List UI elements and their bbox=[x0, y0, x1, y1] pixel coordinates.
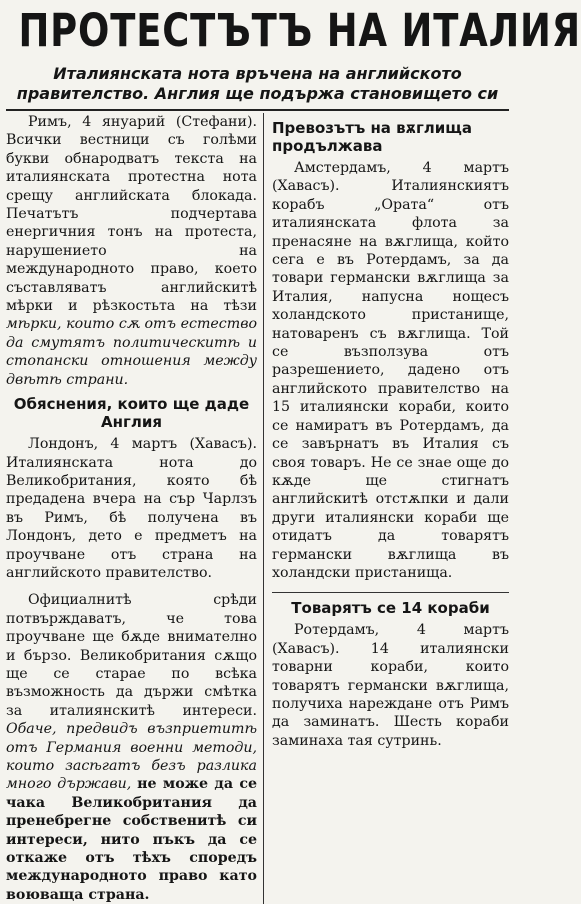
subheadline: Италиянската нота връчена на английското правителство. Англия ще подържа становището си bbox=[16, 64, 499, 103]
article-paragraph: Амстердамъ, 4 мартъ (Хавасъ). Италиянскиятъ корабъ „Ората“ отъ италиянската флота за пренасяне на вѫглища, който сега е въ Ротердамъ, за да товари германски вѫглища за Италия, напусна нощесъ холандското пристанище, натоваренъ съ вѫглища. Той се възползува отъ разрешението, дадено отъ английското правителство на 15 италиянски кораби, които се намиратъ въ Ротердамъ, да се завърнатъ въ Италия съ своя товаръ. Не се знае още до кѫде ще стигнатъ английскитѣ отстѫпки и дали други италиянски кораби ще отидатъ да товарятъ германски вѫглища въ холандски пристанища. bbox=[272, 160, 509, 581]
paragraph-text: Официалнитѣ срѣди потвърждаватъ, че това проучване ще бѫде внимателно и бързо. Великобритания сѫщо ще се старае по всѣка възможность да държи смѣтка за италиянскитѣ интереси. bbox=[6, 592, 257, 719]
paragraph-text: Римъ, 4 януарий (Стефани). Всички вестници съ голѣми букви обнародватъ текста на италиянската протестна нота срещу английската блокада. Печатътъ подчертава енергичния тонъ на протеста, нарушението на международното право, което съставляватъ английскитѣ мѣрки и рѣзкостьта на тѣзи bbox=[6, 114, 257, 315]
divider bbox=[6, 109, 509, 111]
headline: ПРОТЕСТЪТЪ НА ИТАЛИЯ bbox=[18, 4, 581, 57]
paragraph-bold-text: не може да се чака Великобритания да пренебрегне собственитѣ си интереси, нито пъкъ да се откаже отъ тѣхъ споредъ международното право като воюваща страна. bbox=[6, 776, 257, 903]
article-paragraph bbox=[6, 113, 257, 389]
article-paragraph bbox=[6, 591, 257, 904]
right-column bbox=[264, 113, 509, 904]
article-paragraph: Лондонъ, 4 мартъ (Хавасъ). Италиянската нота до Великобритания, която бѣ предадена вчера на сър Чарлзъ въ Римъ, бѣ получена въ Лондонъ, дето е предметъ на проучване отъ страна на английското правителство. bbox=[6, 436, 257, 581]
article-columns bbox=[6, 113, 509, 904]
left-column bbox=[6, 113, 264, 904]
section-title: Товарятъ се 14 кораби bbox=[291, 599, 490, 618]
paragraph-italic-text: мѣрки, които сѫ отъ естество да смутятъ политическитѣ и стопански отношения между двѣтѣ страни. bbox=[6, 316, 257, 388]
article-paragraph: Ротердамъ, 4 мартъ (Хавасъ). 14 италиянски товарни кораби, които товарятъ германски вѫглища, получиха нареждане отъ Римъ да заминатъ. Шесть кораби заминаха тая сутринь. bbox=[272, 622, 509, 749]
section-divider bbox=[272, 592, 509, 593]
section-title: Превозътъ на вѫглища продължава bbox=[272, 119, 472, 155]
paragraph-italic-text: Обаче, предвидъ възприетитѣ отъ Германия военни методи, които засѣгатъ безъ разлика много държави, bbox=[6, 721, 257, 793]
section-title: Обяснения, които ще даде Англия bbox=[13, 395, 250, 432]
